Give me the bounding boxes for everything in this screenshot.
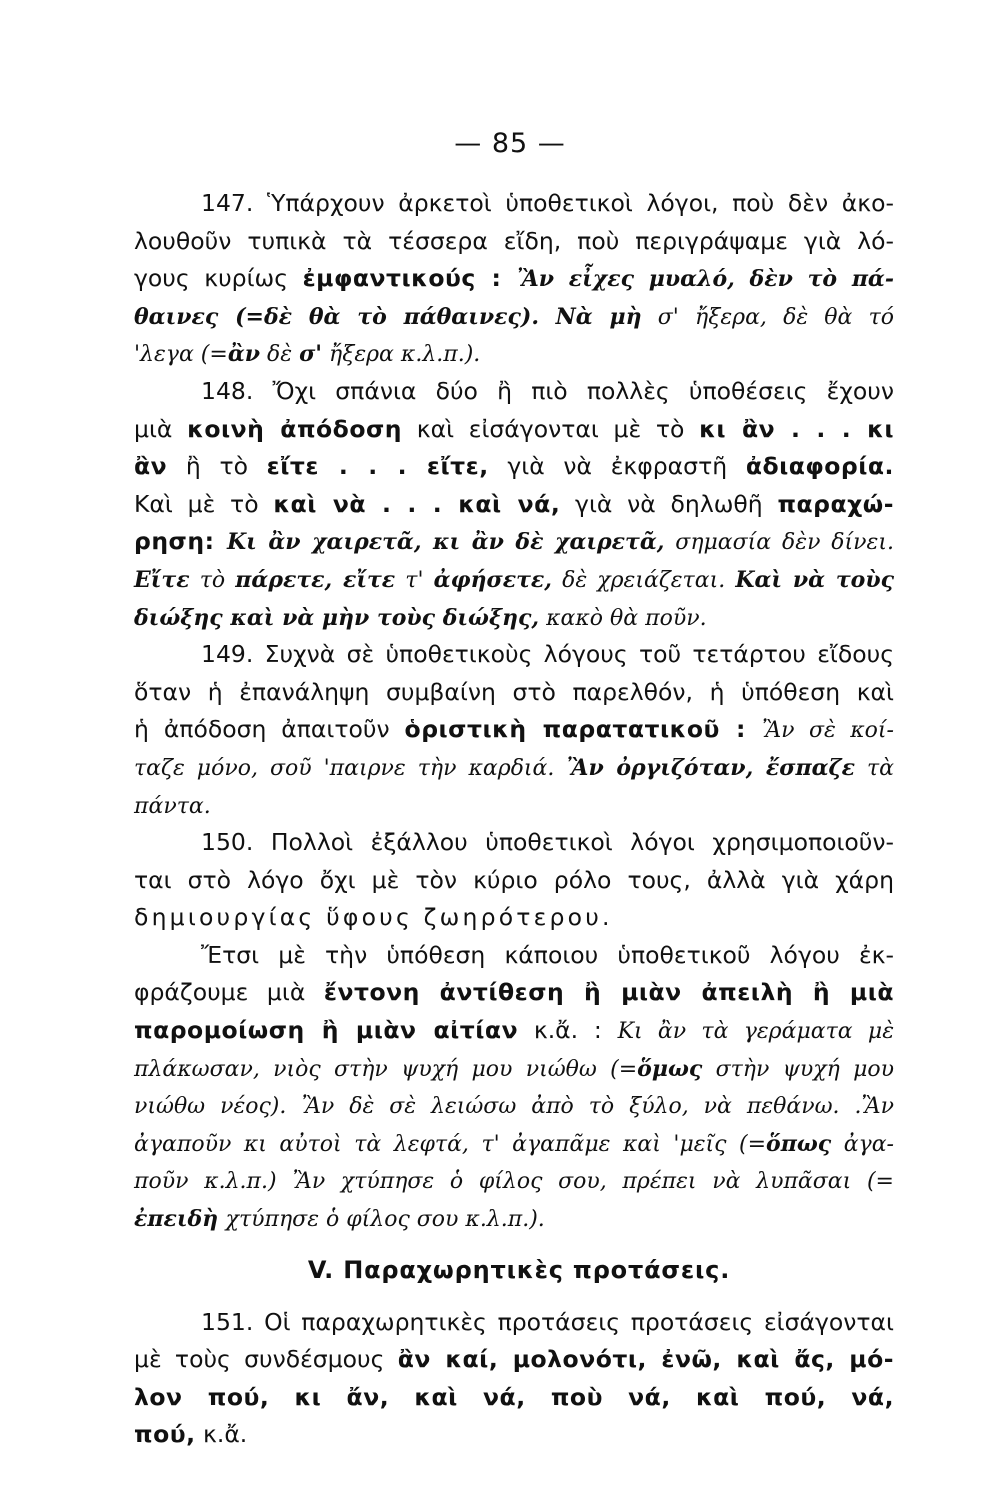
paragraph-148-line-5 — [134, 523, 894, 561]
text-run: : — [204, 527, 228, 556]
paragraph-149-line-2 — [134, 674, 894, 712]
example-text: τ' — [395, 567, 434, 593]
example-text: ὅπως — [766, 1130, 832, 1157]
example-text: Κι ἂν χαιρετᾶ, κι ἂν δὲ χαιρετᾶ, — [227, 529, 665, 556]
paragraph-151-line-2 — [134, 1341, 894, 1379]
paragraph-150-line-6 — [134, 1012, 894, 1050]
bold-term: ἂν καί, μολονότι, ἐνῶ, καὶ ἄς, μό- — [397, 1345, 894, 1374]
example-text: ). — [529, 1207, 545, 1233]
paragraph-148-line-4 — [134, 486, 894, 524]
paragraph-147-line-2 — [134, 223, 894, 261]
example-text: διώξης καὶ νὰ μὴν τοὺς διώξης, — [134, 604, 540, 631]
text-run: Ἔτσι μὲ τὴν ὑπόθεση κάποιου ὑποθετικοῦ λόγου ἐκ- — [201, 940, 894, 969]
example-text: ὅμως — [637, 1055, 703, 1082]
paragraph-150-line-9 — [134, 1125, 894, 1163]
bold-term: κι ἂν . . . κι — [699, 414, 894, 443]
bold-term: ὁριστικὴ παρατατικοῦ — [404, 715, 720, 744]
example-text: πλάκωσαν, νιὸς στὴν ψυχή μου νιώθω (= — [134, 1056, 638, 1082]
example-text: ἤξερα κ.λ.π.). — [322, 342, 481, 368]
paragraph-150-line-8 — [134, 1087, 894, 1125]
example-text: πάρετε, εἴτε — [235, 566, 396, 593]
example-text: Ἂν σὲ κοί- — [762, 718, 894, 744]
example-text: Ἂν ὀργιζόταν, ἔσπαζε — [566, 754, 855, 781]
text-run: 150. Πολλοὶ ἐξάλλου ὑποθετικοὶ λόγοι χρησιμοποιοῦν- — [201, 828, 894, 857]
text-run: 148. Ὄχι σπάνια δύο ἢ πιὸ πολλὲς ὑποθέσεις ἔχουν — [201, 376, 894, 405]
text-run: γιὰ νὰ ἐκφραστῆ — [488, 452, 746, 481]
text-run: 149. Συχνὰ σὲ ὑποθετικοὺς λόγους τοῦ τετάρτου εἴδους — [201, 640, 894, 669]
paragraph-148-line-2 — [134, 411, 894, 449]
bold-term: παρομοίωση ἢ μιὰν αἰτίαν — [134, 1016, 519, 1045]
example-text: ἂν — [227, 341, 261, 368]
paragraph-150-line-2 — [134, 862, 894, 900]
paragraph-150-line-11 — [134, 1200, 894, 1238]
text-run: ἢ τὸ — [167, 452, 267, 481]
text-run: μὲ τοὺς συνδέσμους — [134, 1345, 398, 1374]
example-text: . — [839, 1094, 862, 1120]
section-heading: V. Παραχωρητικὲς προτάσεις. — [307, 1255, 731, 1284]
text-run: δημιουργίας ὕφους ζωηρότερου. — [134, 903, 613, 932]
paragraph-149-line-1 — [134, 636, 894, 674]
text-run: λουθοῦν τυπικὰ τὰ τέσσερα εἴδη, ποὺ περιγράψαμε γιὰ λό- — [134, 226, 894, 255]
example-text: Εἴτε — [134, 566, 190, 593]
text-run — [277, 1166, 293, 1194]
text-run: : — [475, 264, 518, 293]
example-text: Κι ἂν τὰ γεράματα μὲ — [617, 1019, 895, 1045]
example-text: ἐπειδὴ — [134, 1206, 219, 1233]
text-run: Καὶ μὲ τὸ — [134, 489, 274, 518]
example-text: σημασία δὲν δίνει. — [664, 530, 894, 556]
paragraph-149-line-5 — [134, 787, 894, 825]
paragraph-151-line-1 — [134, 1304, 894, 1342]
text-run: γους κυρίως — [134, 264, 303, 293]
example-text: τὰ — [854, 755, 894, 781]
paragraph-150-line-10 — [134, 1162, 894, 1200]
bold-term: ρηση — [134, 527, 205, 556]
example-text: Ἂν εἶχες μυαλό, δὲν τὸ πά- — [517, 266, 894, 293]
example-text: (= — [851, 1169, 894, 1195]
example-text: ποῦν κ.λ.π.) — [134, 1169, 277, 1195]
text-run: : — [719, 715, 763, 744]
bold-term: ἐμφαντικούς — [302, 264, 476, 293]
example-text: Νὰ μὴ — [555, 303, 642, 330]
example-text: Ἂν χτύπησε ὁ φίλος σου, πρέπει νὰ λυπᾶσαι — [292, 1169, 852, 1195]
paragraph-150-line-4 — [134, 937, 894, 975]
paragraph-150-line-5 — [134, 974, 894, 1012]
example-text: Ἂν δὲ σὲ λειώσω ἀπὸ τὸ ξύλο, νὰ πεθάνω. — [301, 1094, 840, 1120]
example-text: θαινες (=δὲ θὰ τὸ πάθαινες). — [134, 303, 539, 330]
example-text: ἀφήσετε, — [433, 566, 552, 593]
bold-term: κοινὴ ἀπόδοση — [187, 414, 402, 443]
paragraph-148-line-6 — [134, 561, 894, 599]
page-number: — 85 — — [454, 128, 566, 159]
example-text: Καὶ νὰ τοὺς — [735, 566, 894, 593]
bold-term: ἀδιαφορία. — [745, 452, 894, 481]
page-body — [134, 185, 894, 1454]
text-run: φράζουμε μιὰ — [134, 978, 324, 1007]
paragraph-148-line-3 — [134, 448, 894, 486]
example-text: ἀγαποῦν κι αὐτοὶ τὰ λεφτά, τ' ἀγαπᾶμε καὶ 'μεῖς (= — [134, 1131, 767, 1157]
text-run — [554, 753, 567, 781]
text-run: ὅταν ἡ ἐπανάληψη συμβαίνη στὸ παρελθόν, ἡ ὑπόθεση καὶ — [134, 677, 894, 706]
example-text: ἀγα- — [831, 1131, 894, 1157]
paragraph-150-line-1 — [134, 824, 894, 862]
paragraph-147-line-3 — [134, 260, 894, 298]
paragraph-149-line-4 — [134, 749, 894, 787]
text-run — [218, 1204, 225, 1232]
bold-term: παραχώ- — [777, 489, 894, 518]
paragraph-148-line-1 — [134, 373, 894, 411]
text-run: κ.ἄ. — [195, 1420, 248, 1449]
text-run: γιὰ νὰ δηλωθῆ — [560, 489, 778, 518]
paragraph-149-line-3 — [134, 711, 894, 749]
text-run — [539, 302, 556, 330]
paragraph-151-line-3 — [134, 1379, 894, 1417]
text-run: κ.ἄ. : — [518, 1016, 618, 1045]
example-text: Ἂν — [861, 1094, 894, 1120]
text-run: ἡ ἀπόδοση ἀπαιτοῦν — [134, 715, 405, 744]
example-text: 'λεγα (= — [134, 342, 228, 368]
paragraph-147-line-4 — [134, 298, 894, 336]
text-run: 147. Ὑπάρχουν ἀρκετοὶ ὑποθετικοὶ λόγοι, ποὺ δὲν ἀκο- — [201, 189, 894, 217]
bold-term: λον πού, κι ἄν, καὶ νά, ποὺ νά, καὶ πού, νά, — [134, 1382, 894, 1411]
bold-term: καὶ νὰ . . . καὶ νά, — [273, 489, 561, 518]
example-text: χτύπησε ὁ φίλος σου κ.λ.π. — [225, 1207, 530, 1233]
example-text: στὴν ψυχή μου — [702, 1056, 894, 1082]
paragraph-150-line-7 — [134, 1050, 894, 1088]
paragraph-150-line-3 — [134, 899, 894, 937]
example-text: σ' — [299, 341, 323, 368]
text-run: καὶ εἰσάγονται μὲ τὸ — [402, 414, 700, 443]
paragraph-147-line-1 — [134, 185, 894, 223]
paragraph-151-line-4 — [134, 1416, 894, 1454]
text-run: μιὰ — [134, 414, 188, 443]
paragraph-148-line-7 — [134, 599, 894, 637]
example-text: ταζε μόνο, σοῦ 'παιρνε τὴν καρδιά. — [134, 755, 555, 781]
text-run: 151. Οἱ παραχωρητικὲς προτάσεις προτάσεις εἰσάγονται — [201, 1307, 894, 1336]
example-text: δὲ χρειάζεται. — [551, 567, 736, 593]
text-run: ται στὸ λόγο ὄχι μὲ τὸν κύριο ρόλο τους, ἀλλὰ γιὰ χάρη — [134, 865, 894, 894]
bold-term: ἂν — [134, 452, 168, 481]
paragraph-147-line-5 — [134, 335, 894, 373]
bold-term: πού, — [134, 1420, 196, 1449]
example-text: δὲ — [260, 342, 300, 368]
bold-term: ἔντονη ἀντίθεση ἢ μιὰν ἀπειλὴ ἢ μιὰ — [323, 978, 894, 1007]
example-text: σ' ἤξερα, δὲ θὰ τό — [641, 304, 894, 330]
bold-term: εἴτε . . . εἴτε, — [266, 452, 489, 481]
example-text: πάντα. — [134, 793, 211, 819]
example-text: νιώθω νέος). — [134, 1094, 287, 1120]
text-run — [286, 1091, 301, 1119]
example-text: κακὸ θὰ ποῦν. — [539, 605, 707, 631]
example-text: τὸ — [189, 567, 236, 593]
